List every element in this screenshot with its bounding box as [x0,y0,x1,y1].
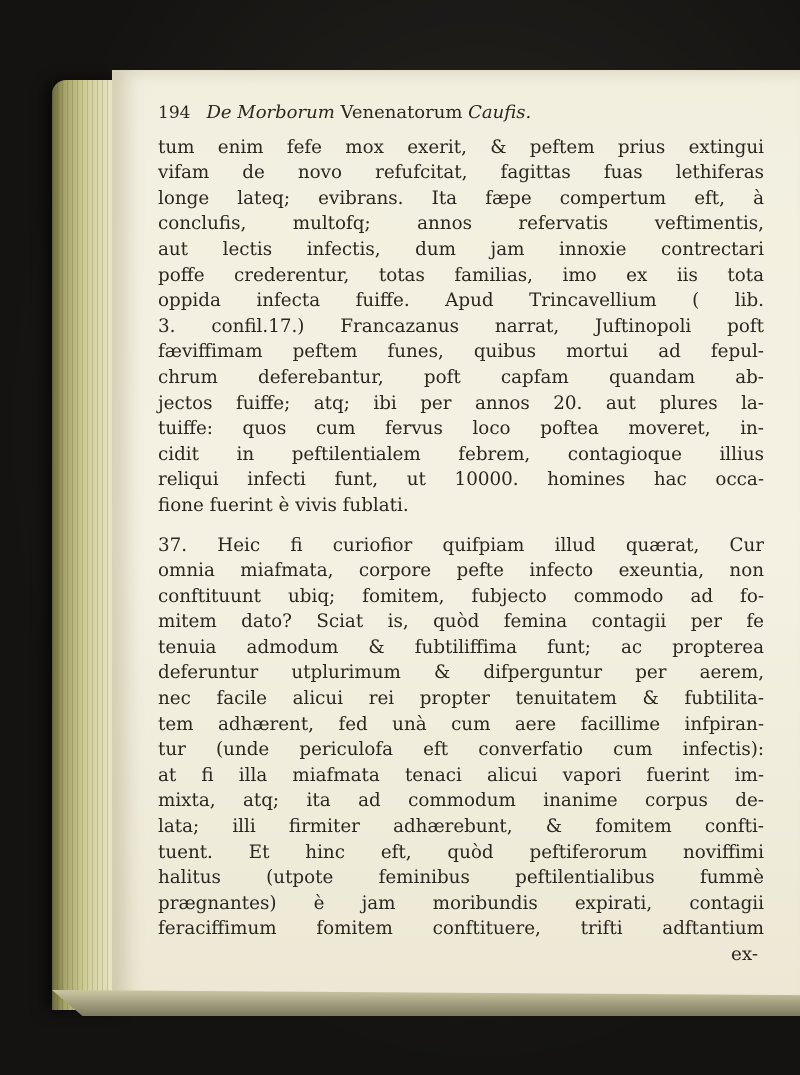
text-line: mixta, atq; ita ad commodum inanime corpus de- [158,790,764,812]
paragraph-gap [158,519,764,533]
paragraph-2 [158,533,764,943]
text-line: prægnantes) è jam moribundis expirati, contagii [158,892,764,914]
text-line: feraciffimum fomitem conftituere, trifti adftantium [158,918,764,940]
text-line: lata; illi firmiter adhærebunt, & fomitem confti- [158,816,764,838]
text-line: 37. Heic fi curiofior quifpiam illud quærat, Cur [158,534,764,556]
text-line: at fi illa miafmata tenaci alicui vapori fuerint im- [158,764,764,786]
text-line: chrum deferebantur, poft capfam quandam ab- [158,366,764,388]
catchword: ex- [731,944,758,965]
text-line: fione fuerint è vivis fublati. [158,494,409,516]
text-line: tuent. Et hinc eft, quòd peftiferorum noviffimi [158,841,764,863]
text-line: jectos fuiffe; atq; ibi per annos 20. aut plures la- [158,392,764,414]
text-line: conftituunt ubiq; fomitem, fubjecto commodo ad fo- [158,585,764,607]
running-title-part-3: Caufis. [468,102,532,123]
text-line: cidit in peftilentialem febrem, contagioque illius [158,443,764,465]
running-header [158,100,764,127]
text-line: omnia miafmata, corpore pefte infecto exeuntia, non [158,560,764,582]
running-title-part-1: De Morborum [206,102,335,123]
text-line: deferuntur utplurimum & difperguntur per aerem, [158,662,764,684]
text-line: tuiffe: quos cum fervus loco poftea moveret, in- [158,418,764,440]
text-block [158,100,764,968]
text-line: tem adhærent, fed unà cum aere facillime infpiran- [158,713,764,735]
text-line: conclufis, multofq; annos refervatis veftimentis, [158,213,764,235]
text-line: poffe crederentur, totas familias, imo ex iis tota [158,264,764,286]
text-line: tum enim fefe mox exerit, & peftem prius extingui [158,136,764,158]
text-line: longe lateq; evibrans. Ita fæpe compertum eft, à [158,187,764,209]
paragraph-1 [158,135,764,519]
text-line: aut lectis infectis, dum jam innoxie contrectari [158,238,764,260]
text-line: vifam de novo refufcitat, fagittas fuas lethiferas [158,162,764,184]
text-line: mitem dato? Sciat is, quòd femina contagii per fe [158,611,764,633]
running-title-part-2: Venenatorum [340,102,463,123]
text-line: tenuia admodum & fubtiliffima funt; ac propterea [158,636,764,658]
text-line: reliqui infecti funt, ut 10000. homines hac occa- [158,469,764,491]
page-number: 194 [158,103,191,123]
text-line: tur (unde periculofa eft converfatio cum infectis): [158,739,764,761]
text-line: nec facile alicui rei propter tenuitatem & fubtilita- [158,688,764,710]
running-title [206,100,531,126]
text-line: oppida infecta fuiffe. Apud Trincavellium ( lib. [158,290,764,312]
text-line: 3. confil.17.) Francazanus narrat, Juftinopoli poft [158,315,764,337]
text-line: halitus (utpote feminibus peftilentialibus fummè [158,867,764,889]
text-line: fæviffimam peftem funes, quibus mortui ad fepul- [158,341,764,363]
